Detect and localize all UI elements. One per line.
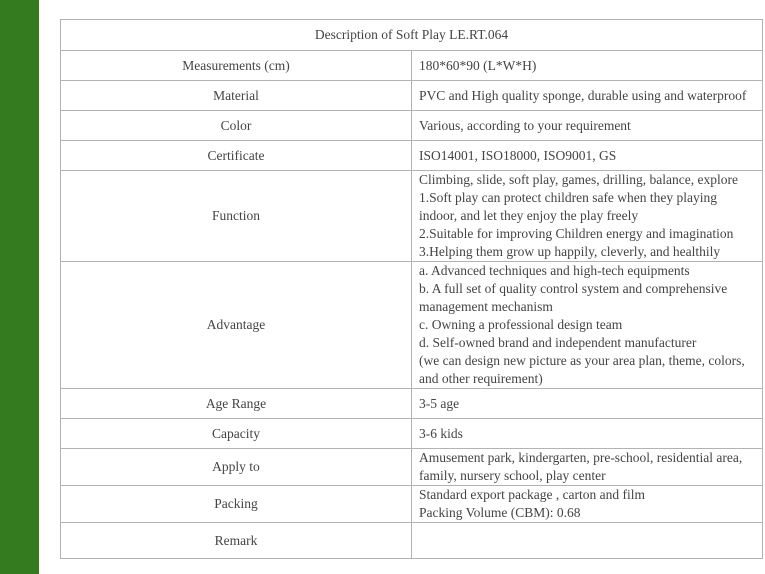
row-value-material <box>412 81 763 111</box>
row-value-capacity <box>412 419 763 449</box>
value-line: ISO14001, ISO18000, ISO9001, GS <box>419 147 617 163</box>
row-value-color <box>412 111 763 141</box>
value-line: c. Owning a professional design team <box>419 317 623 332</box>
row-label-age-range: Age Range <box>61 389 412 419</box>
table-row <box>61 486 763 523</box>
row-label-capacity: Capacity <box>61 419 412 449</box>
row-label-material: Material <box>61 81 412 111</box>
row-label-advantage: Advantage <box>61 262 412 389</box>
table-row <box>61 141 763 171</box>
table-row <box>61 51 763 81</box>
value-line: Packing Volume (CBM): 0.68 <box>419 505 581 520</box>
table-row <box>61 171 763 262</box>
value-line: 2.Suitable for improving Children energy and imagination <box>419 226 734 241</box>
product-spec-table <box>60 19 763 559</box>
row-label-packing: Packing <box>61 486 412 523</box>
row-value-certificate <box>412 141 763 171</box>
table-row <box>61 111 763 141</box>
row-value-measurements <box>412 51 763 81</box>
row-value-apply-to <box>412 449 763 486</box>
row-value-remark <box>412 523 763 559</box>
value-line: 3.Helping them grow up happily, cleverly, and healthily <box>419 244 721 259</box>
value-line: Climbing, slide, soft play, games, drilling, balance, explore <box>419 172 738 187</box>
row-value-function <box>412 171 763 262</box>
left-green-bar <box>0 0 39 574</box>
table-title-row <box>61 20 763 51</box>
table-row <box>61 523 763 559</box>
row-label-color: Color <box>61 111 412 141</box>
row-label-certificate: Certificate <box>61 141 412 171</box>
table-row <box>61 419 763 449</box>
row-label-apply-to: Apply to <box>61 449 412 486</box>
value-line: a. Advanced techniques and high-tech equipments <box>419 263 690 278</box>
value-line: PVC and High quality sponge, durable using and waterproof <box>419 87 747 103</box>
value-line: Amusement park, kindergarten, pre-school, residential area, family, nursery school, play center <box>419 450 743 483</box>
value-line: 3-5 age <box>419 395 460 411</box>
row-label-remark: Remark <box>61 523 412 559</box>
table-row <box>61 81 763 111</box>
value-line: Various, according to your requirement <box>419 117 631 133</box>
table-row <box>61 389 763 419</box>
value-line: 3-6 kids <box>419 425 463 441</box>
value-line: 180*60*90 (L*W*H) <box>419 57 537 73</box>
table-row <box>61 449 763 486</box>
value-line: b. A full set of quality control system and comprehensive management mechanism <box>419 281 728 314</box>
row-value-advantage <box>412 262 763 389</box>
row-label-measurements: Measurements (cm) <box>61 51 412 81</box>
row-value-packing <box>412 486 763 523</box>
row-value-age-range <box>412 389 763 419</box>
value-line: (we can design new picture as your area plan, theme, colors, and other requirement) <box>419 353 745 386</box>
table-title: Description of Soft Play LE.RT.064 <box>61 20 763 51</box>
value-line: 1.Soft play can protect children safe when they playing indoor, and let they enjoy the play freely <box>419 190 718 223</box>
table-row <box>61 262 763 389</box>
row-label-function: Function <box>61 171 412 262</box>
value-line: Standard export package , carton and film <box>419 487 646 502</box>
value-line: d. Self-owned brand and independent manufacturer <box>419 335 697 350</box>
